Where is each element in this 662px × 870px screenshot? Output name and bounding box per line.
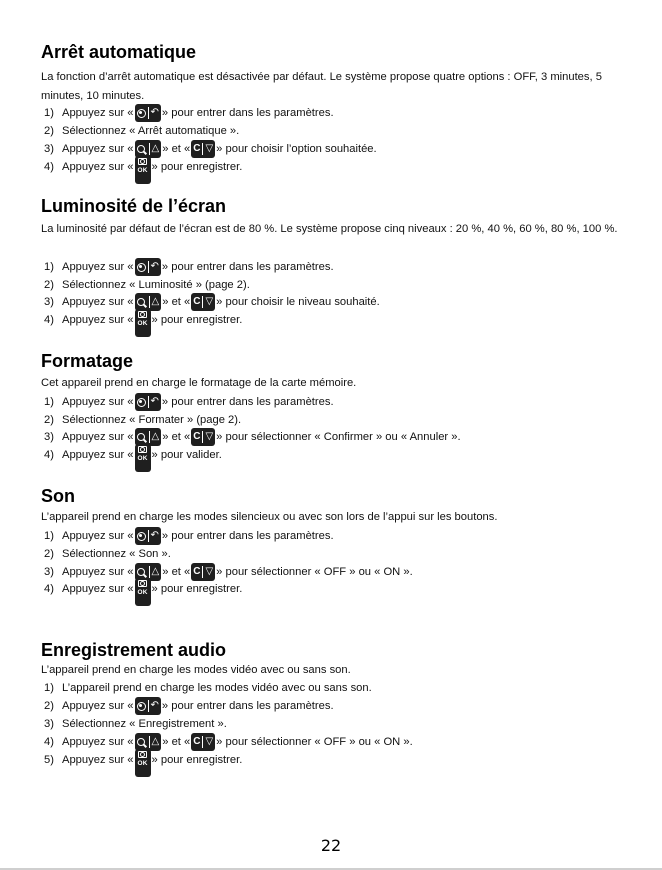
- zoom-up-icon: △: [135, 293, 162, 311]
- step-item: 3) Appuyez sur « △ » et « C ▽ » pour sélectionner « Confirmer » ou « Annuler ».: [44, 428, 461, 446]
- zoom-up-icon: △: [135, 733, 162, 751]
- section-title-formatage: Formatage: [41, 351, 134, 371]
- step-item: 3) Appuyez sur « △ » et « C ▽ » pour choisir l’option souhaitée.: [44, 140, 377, 158]
- c-down-icon: C ▽: [191, 563, 215, 581]
- settings-back-icon: ↶: [135, 393, 161, 411]
- section-title-luminosite: Luminosité de l’écran: [41, 196, 227, 216]
- step-item: 4) Appuyez sur « OK » pour enregistrer.: [44, 311, 242, 329]
- section-intro-formatage: Cet appareil prend en charge le formatage de la carte mémoire.: [41, 377, 357, 389]
- step-item: 4) Appuyez sur « △ » et « C ▽ » pour sélectionner « OFF » ou « ON ».: [44, 733, 413, 751]
- section-intro-son: L’appareil prend en charge les modes silencieux ou avec son lors de l’appui sur les boutons.: [41, 511, 498, 523]
- section-title-son: Son: [41, 486, 75, 506]
- step-item: 1) L’appareil prend en charge les modes vidéo avec ou sans son.: [44, 682, 372, 694]
- c-down-icon: C ▽: [191, 293, 215, 311]
- section-intro-luminosite: La luminosité par défaut de l’écran est de 80 %. Le système propose cinq niveaux : 20 %, 40 %, 60 %, 80 %, 100 %.: [41, 223, 618, 235]
- zoom-up-icon: △: [135, 140, 162, 158]
- step-item: 1) Appuyez sur « ↶ » pour entrer dans les paramètres.: [44, 527, 334, 545]
- c-down-icon: C ▽: [191, 140, 215, 158]
- step-item: 1) Appuyez sur « ↶ » pour entrer dans les paramètres.: [44, 258, 334, 276]
- page-number: 22: [320, 836, 342, 855]
- step-item: 1) Appuyez sur « ↶ » pour entrer dans les paramètres.: [44, 104, 334, 122]
- zoom-up-icon: △: [135, 563, 162, 581]
- step-item: 2) Sélectionnez « Formater » (page 2).: [44, 414, 242, 426]
- step-item: 3) Appuyez sur « △ » et « C ▽ » pour sélectionner « OFF » ou « ON ».: [44, 563, 413, 581]
- section-intro-enregistrement-audio: L’appareil prend en charge les modes vidéo avec ou sans son.: [41, 664, 351, 676]
- c-down-icon: C ▽: [191, 733, 215, 751]
- camera-ok-icon: OK: [135, 309, 151, 337]
- step-item: 4) Appuyez sur « OK » pour enregistrer.: [44, 158, 242, 176]
- settings-back-icon: ↶: [135, 697, 161, 715]
- section-title-arret-automatique: Arrêt automatique: [41, 42, 197, 62]
- step-item: 5) Appuyez sur « OK » pour enregistrer.: [44, 751, 242, 769]
- step-item: 1) Appuyez sur « ↶ » pour entrer dans les paramètres.: [44, 393, 334, 411]
- camera-ok-icon: OK: [135, 578, 151, 606]
- camera-ok-icon: OK: [135, 156, 151, 184]
- step-item: 4) Appuyez sur « OK » pour enregistrer.: [44, 580, 242, 598]
- step-item: 2) Sélectionnez « Son ».: [44, 548, 171, 560]
- step-item: 3) Appuyez sur « △ » et « C ▽ » pour choisir le niveau souhaité.: [44, 293, 380, 311]
- settings-back-icon: ↶: [135, 258, 161, 276]
- step-item: 2) Appuyez sur « ↶ » pour entrer dans les paramètres.: [44, 697, 334, 715]
- camera-ok-icon: OK: [135, 749, 151, 777]
- step-item: 3) Sélectionnez « Enregistrement ».: [44, 718, 227, 730]
- settings-back-icon: ↶: [135, 104, 161, 122]
- settings-back-icon: ↶: [135, 527, 161, 545]
- step-item: 2) Sélectionnez « Luminosité » (page 2).: [44, 279, 250, 291]
- section-intro-arret-automatique: La fonction d’arrêt automatique est désactivée par défaut. Le système propose quatre options : OFF, 3 minutes, 5 minutes, 10 minutes.: [41, 71, 602, 102]
- step-item: 4) Appuyez sur « OK » pour valider.: [44, 446, 222, 464]
- section-title-enregistrement-audio: Enregistrement audio: [41, 640, 227, 660]
- camera-ok-icon: OK: [135, 444, 151, 472]
- c-down-icon: C ▽: [191, 428, 215, 446]
- zoom-up-icon: △: [135, 428, 162, 446]
- step-item: 2) Sélectionnez « Arrêt automatique ».: [44, 125, 240, 137]
